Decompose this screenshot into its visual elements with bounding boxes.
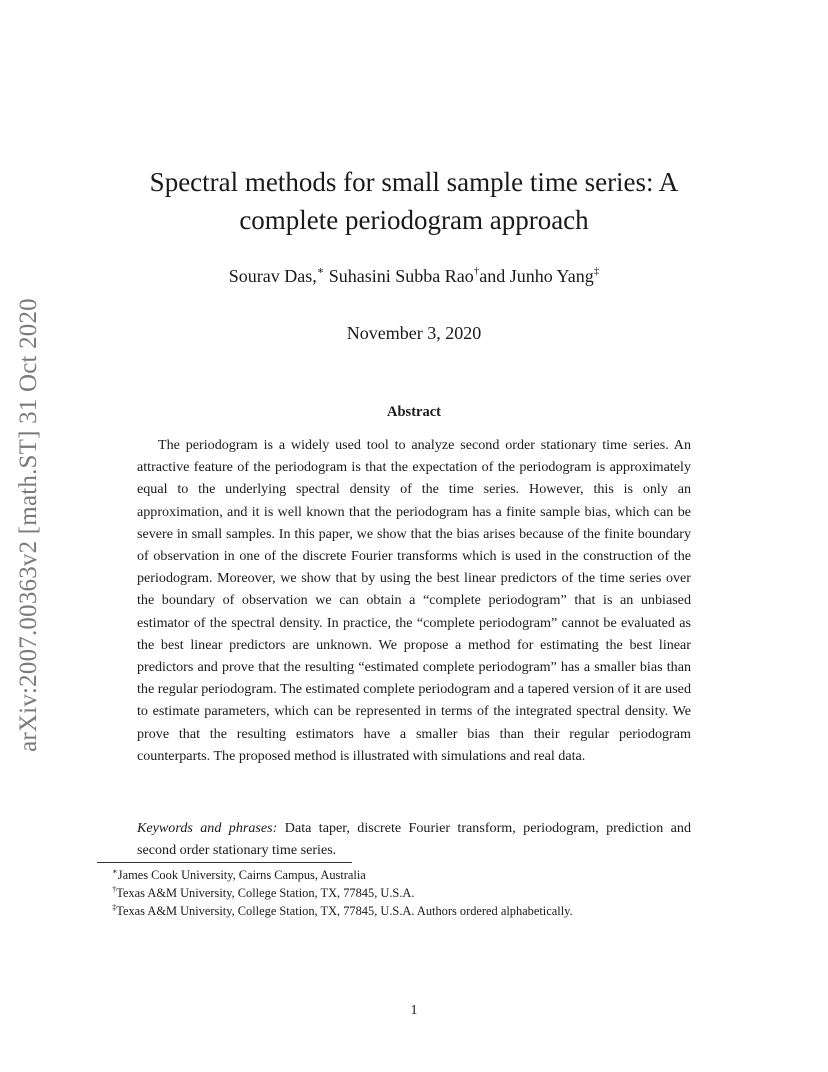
publication-date: November 3, 2020 (346, 323, 482, 343)
footnote-mark: † (112, 884, 117, 894)
keywords-paragraph (137, 817, 691, 861)
keywords-text: Data taper, discrete Fourier transform, periodogram, prediction and second order stationary time series. (137, 820, 691, 859)
author-footnote-mark: ∗ (316, 265, 325, 277)
abstract-body: The periodogram is a widely used tool to analyze second order stationary time series. An attractive feature of the periodogram is that the expectation of the periodogram is approximately equal to the underlying spectral density of the time series. However, this is only an approximation, and it is well known that the periodogram has a finite sample bias, which can be severe in small samples. In this paper, we show that the bias arises because of the finite boundary of observation in one of the discrete Fourier transforms which is used in the construction of the periodogram. Moreover, we show that by using the best linear predictors of the time series over the boundary of observation we can obtain a “complete periodogram” that is an unbiased estimator of the spectral density. In practice, the “complete periodogram” cannot be evaluated as the best linear predictors are unknown. We propose a method for estimating the best linear predictors and prove that the resulting “estimated complete periodogram” has a smaller bias than the regular periodogram. The estimated complete periodogram and a tapered version of it are used to estimate parameters, which can be represented in terms of the integrated spectral density. We prove that the resulting estimators have a smaller bias than their regular periodogram counterparts. The proposed method is illustrated with simulations and real data. (137, 437, 691, 764)
author-name: Sourav Das, (228, 266, 317, 286)
footnote-text: Texas A&M University, College Station, TX, 77845, U.S.A. Authors ordered alphabetically. (116, 904, 573, 918)
abstract-heading: Abstract (387, 404, 441, 420)
footnote-mark: ∗ (112, 866, 118, 876)
footnote-divider (97, 862, 352, 863)
footnote-text: James Cook University, Cairns Campus, Australia (117, 868, 366, 882)
footnote-mark: ‡ (112, 902, 117, 912)
footnote (112, 884, 712, 902)
keywords-label: Keywords and phrases: (137, 820, 278, 836)
paper-title-line-2: complete periodogram approach (239, 205, 589, 235)
author-list (100, 263, 728, 289)
footnote (112, 902, 712, 920)
author-footnote-mark: † (473, 265, 480, 277)
paper-title (100, 163, 728, 239)
footnotes (112, 866, 712, 920)
page-number: 1 (410, 1003, 418, 1018)
footnote-text: Texas A&M University, College Station, TX, 77845, U.S.A. (116, 886, 415, 900)
arxiv-identifier-stamp: arXiv:2007.00363v2 [math.ST] 31 Oct 2020 (15, 298, 42, 752)
footnote (112, 866, 712, 884)
author-name: Suhasini Subba Rao (328, 266, 474, 286)
author-name: and Junho Yang (479, 266, 594, 286)
paper-title-line-1: Spectral methods for small sample time series: A (149, 167, 679, 197)
author-footnote-mark: ‡ (593, 265, 600, 277)
